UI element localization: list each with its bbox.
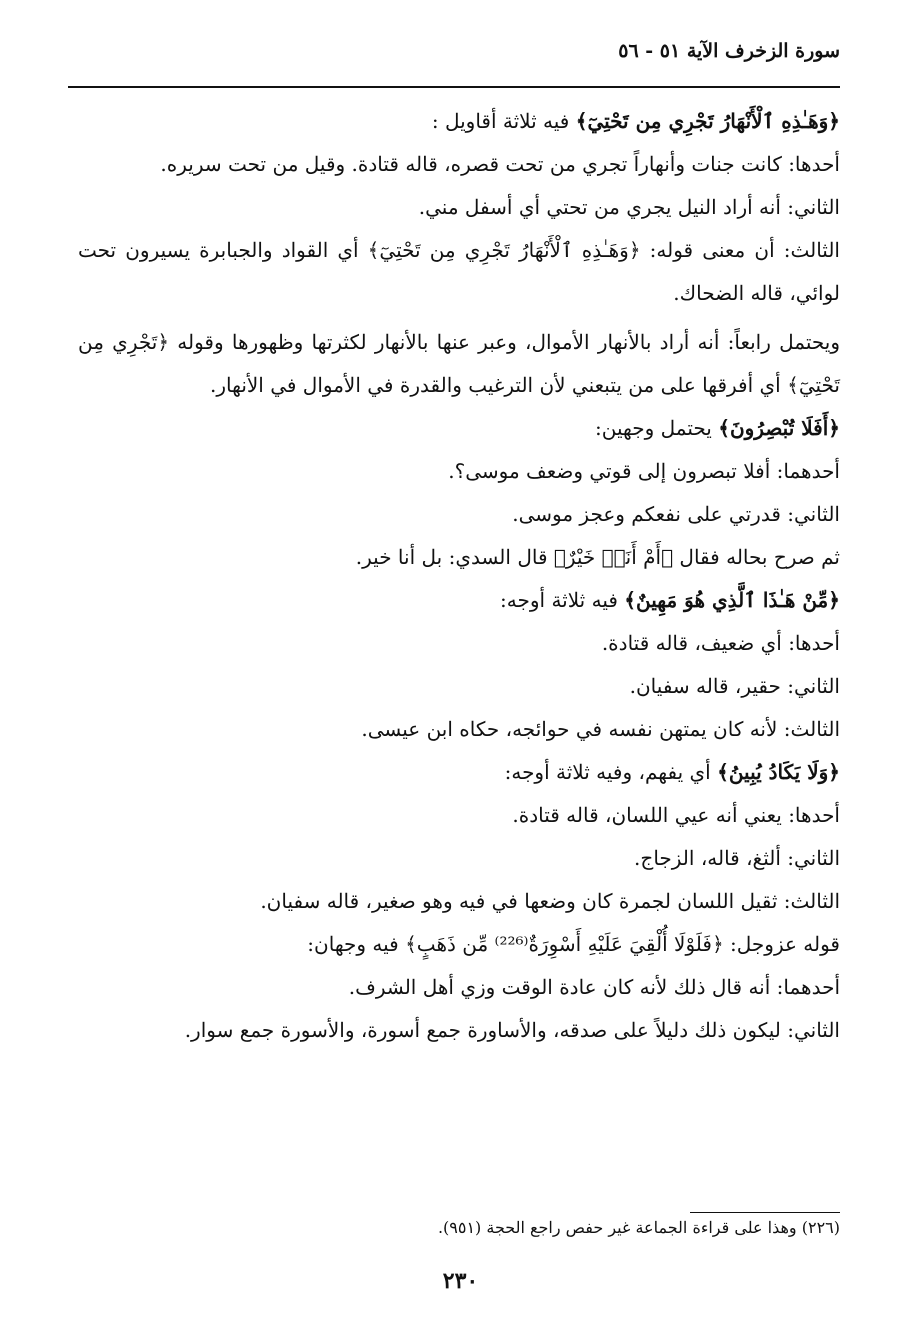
verse-quote: ﴿وَهَـٰذِهِ ٱلْأَنْهَارُ تَجْرِي مِن تَحْتِيٓ﴾ xyxy=(575,109,840,133)
paragraph xyxy=(78,923,840,966)
page-number: ٢٣٠ xyxy=(442,1268,479,1294)
footnote: (٢٢٦) وهذا على قراءة الجماعة غير حفص راجع الحجة (٩٥١). xyxy=(437,1218,840,1237)
paragraph xyxy=(78,880,840,923)
verse-quote: ﴿مِّنْ هَـٰذَا ٱلَّذِي هُوَ مَهِينٌ﴾ xyxy=(624,588,840,612)
paragraph-text: الثاني: قدرتي على نفعكم وعجز موسى. xyxy=(512,502,840,526)
paragraph-text: فيه ثلاثة أقاويل : xyxy=(431,109,576,133)
paragraph xyxy=(78,665,840,708)
paragraph-text: الثالث: ثقيل اللسان لجمرة كان وضعها في فيه وهو صغير، قاله سفيان. xyxy=(260,889,840,913)
paragraph xyxy=(78,751,840,794)
paragraph xyxy=(78,794,840,837)
paragraph-text: الثالث: أن معنى قوله: ﴿وَهَـٰذِهِ ٱلْأَنْهَارُ تَجْرِي مِن تَحْتِيٓ﴾ أي القواد والجبابرة يسيرون تحت لوائي، قاله الضحاك. xyxy=(78,238,840,305)
paragraph xyxy=(78,143,840,186)
paragraph-text: قوله عزوجل: ﴿فَلَوْلَا أُلْقِيَ عَلَيْهِ أَسْوِرَةٌ⁽²²⁶⁾ مِّن ذَهَبٍ﴾ فيه وجهان: xyxy=(307,932,840,956)
paragraph-text: الثاني: حقير، قاله سفيان. xyxy=(629,674,840,698)
paragraph-text: الثاني: أنه أراد النيل يجري من تحتي أي أسفل مني. xyxy=(418,195,840,219)
paragraph-text: ويحتمل رابعاً: أنه أراد بالأنهار الأموال، وعبر عنها بالأنهار لكثرتها وظهورها وقوله ﴿تَجْرِي مِن تَحْتِيٓ﴾ أي أفرقها على من يتبعني لأن الترغيب والقدرة في الأموال في الأنهار. xyxy=(78,330,840,397)
paragraph xyxy=(78,966,840,1009)
header-rule xyxy=(68,86,840,88)
paragraph xyxy=(78,229,840,315)
paragraph xyxy=(78,493,840,536)
footnote-rule xyxy=(690,1212,840,1213)
main-text xyxy=(78,100,840,1052)
paragraph xyxy=(78,407,840,450)
paragraph xyxy=(78,100,840,143)
paragraph-text: الثاني: ليكون ذلك دليلاً على صدقه، والأساورة جمع أسورة، والأسورة جمع سوار. xyxy=(184,1018,840,1042)
paragraph xyxy=(78,186,840,229)
paragraph-text: أحدها: كانت جنات وأنهاراً تجري من تحت قصره، قاله قتادة. وقيل من تحت سريره. xyxy=(160,152,840,176)
paragraph xyxy=(78,837,840,880)
paragraph xyxy=(78,1009,840,1052)
paragraph-text: أحدهما: أفلا تبصرون إلى قوتي وضعف موسى؟. xyxy=(448,459,840,483)
paragraph-text: أحدهما: أنه قال ذلك لأنه كان عادة الوقت وزي أهل الشرف. xyxy=(348,975,840,999)
verse-quote: ﴿وَلَا يَكَادُ يُبِينُ﴾ xyxy=(717,760,840,784)
verse-quote: ﴿أَفَلَا تُبْصِرُونَ﴾ xyxy=(718,416,840,440)
paragraph-text: أحدها: يعني أنه عيي اللسان، قاله قتادة. xyxy=(512,803,840,827)
paragraph xyxy=(78,708,840,751)
paragraph-text: أي يفهم، وفيه ثلاثة أوجه: xyxy=(504,760,718,784)
paragraph-text: يحتمل وجهين: xyxy=(595,416,719,440)
paragraph xyxy=(78,450,840,493)
paragraph xyxy=(78,622,840,665)
paragraph xyxy=(78,321,840,407)
paragraph-text: أحدها: أي ضعيف، قاله قتادة. xyxy=(601,631,840,655)
paragraph xyxy=(78,579,840,622)
running-head: سورة الزخرف الآية ٥١ - ٥٦ xyxy=(618,40,840,62)
paragraph-text: الثالث: لأنه كان يمتهن نفسه في حوائجه، حكاه ابن عيسى. xyxy=(361,717,840,741)
paragraph-text: فيه ثلاثة أوجه: xyxy=(500,588,625,612)
paragraph-text: ثم صرح بحاله فقال ﴿أَمْ أَنَا۠ خَيْرٌ﴾ قال السدي: بل أنا خير. xyxy=(355,545,840,569)
paragraph-text: الثاني: ألثغ، قاله، الزجاج. xyxy=(634,846,840,870)
paragraph xyxy=(78,536,840,579)
